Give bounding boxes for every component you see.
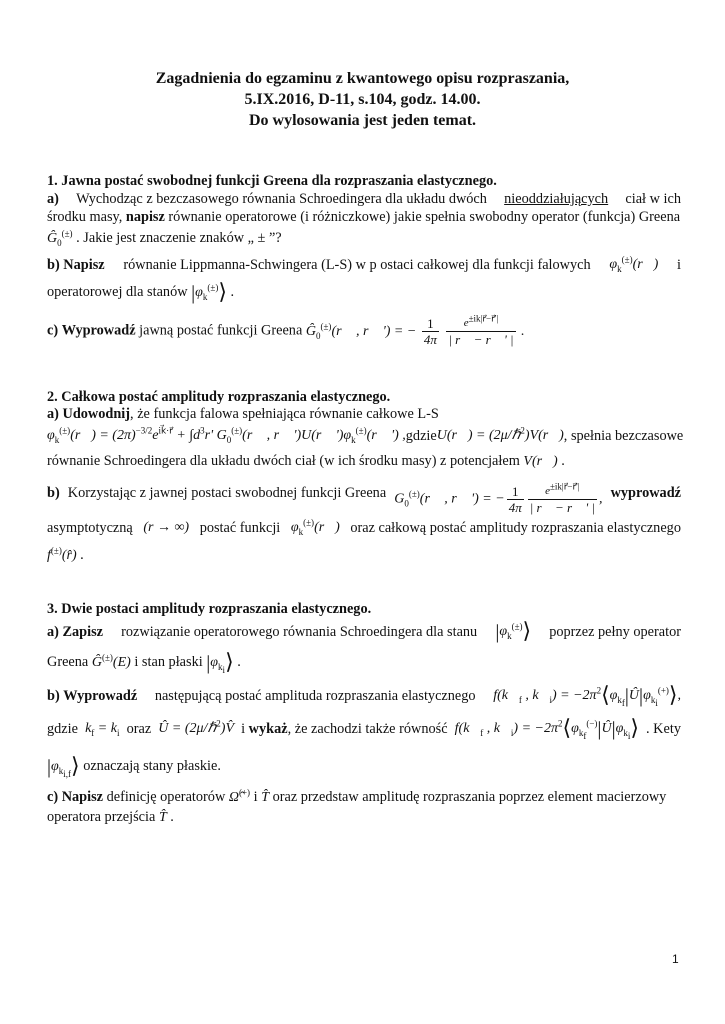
formula-wavefunction: $\varphi_k^{(\pm)}(r⃗)$ — [290, 517, 340, 537]
formula-ket-if: $|\varphi_{k_{i,f}}⟩$ — [47, 753, 80, 779]
section-3a-line-2: Greena Ĝ(±)(E) i stan płaski $|\varphi_{k_i}⟩$ . — [47, 649, 241, 675]
section-2a-line-3: równanie Schroedingera dla układu dwóch ciał (w ich środku masy) z potencjałem V(r⃗) . — [47, 453, 565, 469]
text: , że funkcja falowa spełniająca równanie całkowe L-S — [130, 406, 439, 422]
section-2a-line-1 — [47, 405, 439, 423]
bold-word: Wyprowadź — [61, 322, 136, 339]
formula-moller-operator: Ω̂(+) — [228, 787, 251, 805]
document-title-line-2: 5.IX.2016, D-11, s.104, godz. 14.00. — [244, 91, 481, 108]
text: i — [241, 721, 246, 737]
section-3-heading: 3. Dwie postaci amplitudy rozpraszania elastycznego. — [47, 601, 372, 617]
formula-potential: U(r⃗) = (2μ/ℏ$^2$)V(r⃗) — [436, 425, 564, 443]
label-3b: b) — [47, 688, 60, 704]
formula-amplitude: f(±)(r̂) — [47, 545, 77, 563]
text: asymptotyczną — [47, 520, 133, 536]
text: oznaczają stany płaskie. — [83, 758, 221, 774]
text: jawną postać funkcji Greena — [139, 322, 303, 339]
text: . Jakie jest znaczenie znaków „ ± ”? — [76, 230, 282, 246]
section-3c-line-2: operatora przejścia T̂ . — [47, 809, 174, 825]
formula-amplitude-1: $f(k⃗_f$ , $k⃗_i$) = $-2\pi^2⟨\varphi_{k_f}|Û|\varphi_{k_i}^{(+)}⟩$, — [493, 682, 681, 708]
formula-ket: $|\varphi_k^{(\pm)}⟩$ — [191, 279, 227, 304]
text: . Kety — [646, 721, 681, 737]
bold-word: wyprowadź — [610, 485, 681, 501]
section-3a-line-1 — [47, 618, 681, 643]
bold-word: napisz — [125, 209, 165, 225]
text: gdzie — [405, 428, 437, 444]
formula-ket: $|\varphi_k^{(\pm)}⟩$ — [495, 618, 532, 643]
section-1a-line-3 — [47, 229, 282, 248]
text: Wychodząc z bezczasowego równania Schroedingera dla układu dwóch — [76, 191, 487, 207]
text: operatorowej dla stanów — [47, 284, 188, 300]
formula-full-green: Ĝ(±)(E) — [91, 652, 131, 670]
text: poprzez pełny operator — [549, 624, 681, 640]
label-2a: a) — [47, 406, 59, 422]
text: ciał w ich — [625, 191, 681, 207]
text: rozwiązanie operatorowego równania Schroedingera dla stanu — [121, 624, 478, 640]
formula-green-operator: $Ĝ_0^{(\pm)}$ — [47, 228, 73, 248]
label-1a: a) — [47, 191, 59, 207]
formula-u-operator: Û = (2μ/ℏ$^2$)V̂ — [158, 718, 234, 736]
formula-limit: (r → ∞) — [143, 520, 190, 535]
text: , że zachodzi także równość — [287, 721, 448, 737]
text: Greena — [47, 654, 89, 670]
bold-word: Napisz — [63, 257, 105, 273]
formula-plane-ket: $|\varphi_{k_i}⟩$ — [206, 649, 234, 675]
section-1c-line — [47, 313, 525, 347]
page-number: 1 — [672, 952, 679, 966]
text: oraz — [126, 721, 152, 737]
section-1b-line-1 — [47, 256, 681, 274]
formula-ls-equation: $\varphi_k^{(\pm)}(r⃗) = (2\pi)^{-3/2}e^{ik⃗\cdot r⃗} + \int d^3r'$ $G_0^{(\pm)}(r⃗$ , r⃗ ')U(r⃗ ')$\varphi_k^{(\pm)}(r⃗$ ') , — [47, 425, 406, 445]
label-3c: c) — [47, 789, 59, 805]
text: i stan płaski — [134, 654, 203, 670]
section-2b-line-2 — [47, 519, 681, 537]
bold-word: wykaż — [248, 721, 288, 737]
text: operatora przejścia — [47, 809, 156, 825]
section-1-heading: 1. Jawna postać swobodnej funkcji Greena dla rozpraszania elastycznego. — [47, 173, 497, 189]
section-3b-line-3 — [47, 753, 221, 779]
formula-wavefunction: $\varphi_k^{(\pm)}(r⃗)$ — [609, 254, 659, 274]
bold-word: Udowodnij — [62, 406, 131, 422]
section-1a-line-1 — [47, 190, 681, 208]
text: gdzie — [47, 721, 78, 737]
formula-t-operator: T̂ — [158, 810, 167, 825]
section-1a-line-2 — [47, 208, 680, 226]
formula-green-explicit: $Ĝ_0^{(\pm)}(r⃗$ , r⃗ ') = − $\frac{1}{4\pi}$ $\frac{e^{\pm ik|r⃗-r⃗'|}}{| r⃗ - r⃗ ' |}$ . — [305, 313, 525, 347]
label-3a: a) — [47, 624, 59, 640]
document-title-line-3: Do wylosowania jest jeden temat. — [248, 112, 477, 129]
formula-k-equal: $k_f = k_i$ — [85, 721, 120, 738]
bold-word: Zapisz — [62, 624, 104, 640]
underlined-word: nieoddziałujących — [504, 191, 609, 207]
text: następującą postać amplituda rozpraszania elastycznego — [154, 688, 476, 704]
formula-t-operator: T̂ — [261, 790, 269, 805]
text: Korzystając z jawnej postaci swobodnej funkcji Greena — [67, 485, 387, 501]
section-1b-line-2: operatorowej dla stanów $|\varphi_k^{(\pm)}⟩$ . — [47, 279, 235, 304]
text: środku masy, — [47, 209, 123, 225]
formula-amplitude-2: $f(k⃗_f$ , $k⃗_i$) = $-2\pi^2⟨\varphi_{k_f}^{(-)}|Û|\varphi_{k_i}⟩$ — [454, 715, 639, 741]
text: równanie operatorowe (i różniczkowe) jakie spełnia swobodny operator (funkcja) Greena — [168, 209, 681, 225]
text: definicję operatorów — [106, 789, 226, 805]
text: postać funkcji — [199, 520, 281, 536]
section-2b-line-3: f(±)(r̂) . — [47, 545, 84, 563]
text: , spełnia bezczasowe — [563, 428, 684, 444]
section-3b-line-1 — [47, 682, 681, 708]
formula-v: V(r⃗) — [523, 454, 558, 469]
label-2b: b) — [47, 485, 60, 501]
section-2-heading: 2. Całkowa postać amplitudy rozpraszania elastycznego. — [47, 389, 391, 405]
text: równanie Schroedingera dla układu dwóch ciał (w ich środku masy) z potencjałem — [47, 453, 520, 469]
label-1c: c) — [47, 322, 59, 339]
label-1b: b) — [47, 257, 60, 273]
text: i — [677, 257, 681, 273]
text: i — [253, 789, 258, 805]
text: równanie Lippmanna-Schwingera (L-S) w p ostaci całkowej dla funkcji falowych — [123, 257, 591, 273]
bold-word: Wyprowadź — [63, 688, 138, 704]
bold-word: Napisz — [61, 789, 103, 805]
document-title-line-1: Zagadnienia do egzaminu z kwantowego opisu rozpraszania, — [155, 70, 570, 87]
text: oraz przedstaw amplitudę rozpraszania poprzez element macierzowy — [272, 789, 667, 805]
text: oraz całkową postać amplitudy rozpraszania elastycznego — [350, 520, 681, 536]
section-2b-line-1 — [47, 481, 681, 515]
section-3b-line-2 — [47, 715, 681, 741]
section-2a-line-2 — [47, 425, 684, 445]
formula-green-explicit: $G_0^{(\pm)}(r⃗$ , r⃗ ') = − $\frac{1}{4\pi}$ $\frac{e^{\pm ik|r⃗-r⃗'|}}{| r⃗ - r⃗ ' |}$ , — [394, 481, 603, 515]
section-3c-line-1 — [47, 788, 666, 807]
